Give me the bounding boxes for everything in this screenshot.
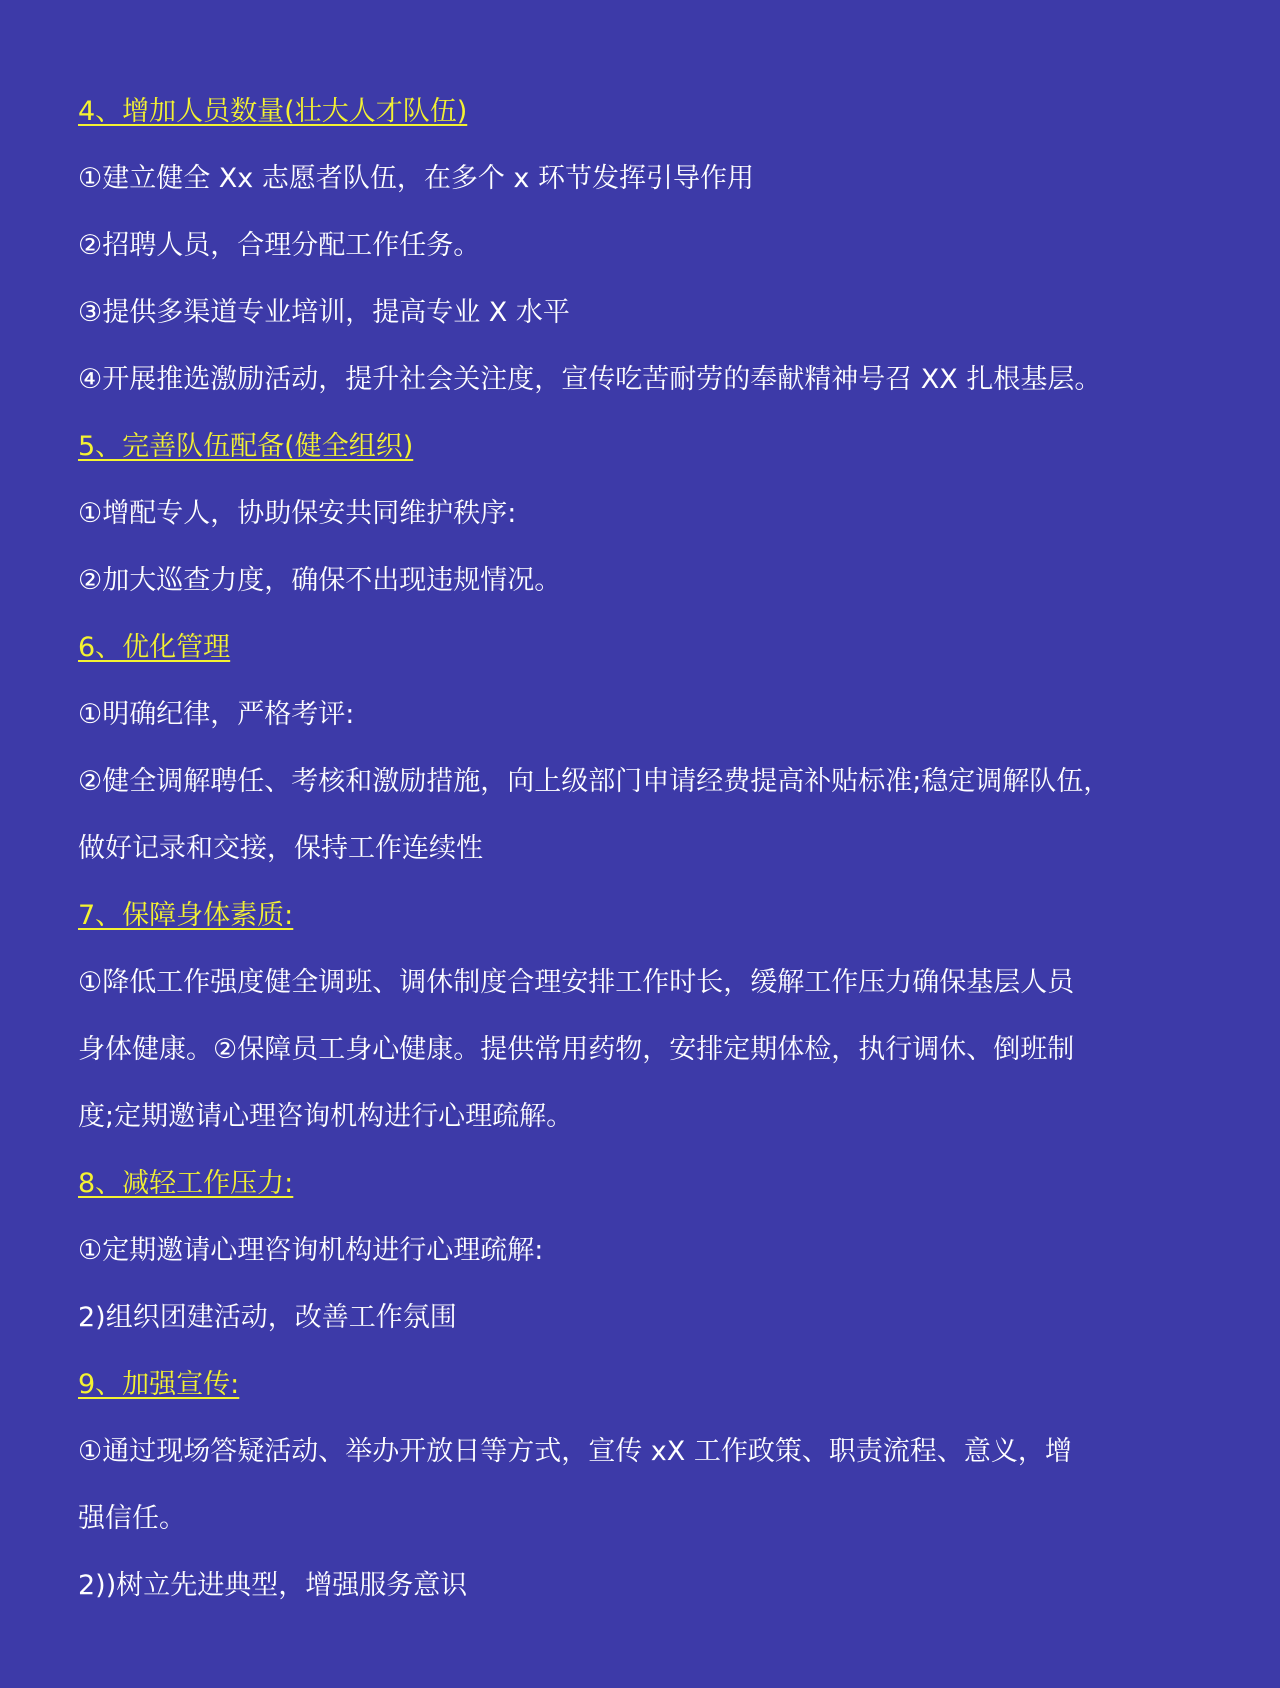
text-line: ①通过现场答疑活动、举办开放日等方式，宣传 xX 工作政策、职责流程、意义，增 bbox=[78, 1436, 1072, 1467]
section-heading-5: 5、完善队伍配备(健全组织) bbox=[78, 431, 414, 462]
text-line: ①建立健全 Xx 志愿者队伍，在多个 x 环节发挥引导作用 bbox=[78, 163, 754, 194]
text-line: 强信任。 bbox=[78, 1503, 186, 1534]
section-heading-9: 9、加强宣传: bbox=[78, 1369, 240, 1400]
text-line: 度;定期邀请心理咨询机构进行心理疏解。 bbox=[78, 1101, 574, 1132]
text-line: 身体健康。②保障员工身心健康。提供常用药物，安排定期体检，执行调休、倒班制 bbox=[78, 1034, 1075, 1065]
text-line: ③提供多渠道专业培训，提高专业 X 水平 bbox=[78, 297, 570, 328]
section-heading-7: 7、保障身体素质: bbox=[78, 900, 294, 931]
text-line: ①降低工作强度健全调班、调休制度合理安排工作时长，缓解工作压力确保基层人员 bbox=[78, 967, 1075, 998]
text-line: 2))树立先进典型，增强服务意识 bbox=[78, 1570, 468, 1601]
section-heading-6: 6、优化管理 bbox=[78, 632, 231, 663]
text-line: ①定期邀请心理咨询机构进行心理疏解: bbox=[78, 1235, 544, 1266]
text-line: ②招聘人员，合理分配工作任务。 bbox=[78, 230, 481, 261]
text-line: ①增配专人，协助保安共同维护秩序: bbox=[78, 498, 517, 529]
text-line: 做好记录和交接，保持工作连续性 bbox=[78, 833, 483, 864]
section-heading-8: 8、减轻工作压力: bbox=[78, 1168, 294, 1199]
text-line: ④开展推选激励活动，提升社会关注度，宣传吃苦耐劳的奉献精神号召 XX 扎根基层。 bbox=[78, 364, 1102, 395]
text-line: ②加大巡查力度，确保不出现违规情况。 bbox=[78, 565, 562, 596]
text-line: ①明确纪律，严格考评: bbox=[78, 699, 355, 730]
text-line: ②健全调解聘任、考核和激励措施，向上级部门申请经费提高补贴标准;稳定调解队伍， bbox=[78, 766, 1111, 797]
section-heading-4: 4、增加人员数量(壮大人才队伍) bbox=[78, 96, 468, 127]
text-line: 2)组织团建活动，改善工作氛围 bbox=[78, 1302, 457, 1333]
